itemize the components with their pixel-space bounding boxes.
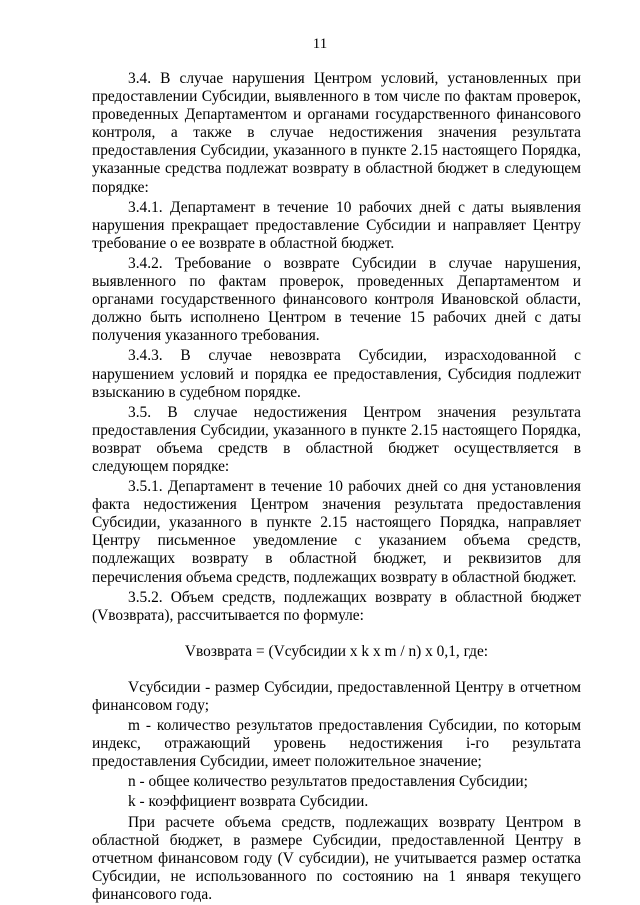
paragraph-3-5-2: 3.5.2. Объем средств, подлежащих возврату в областной бюджет (Vвозврата), рассчитывается по формуле: (92, 588, 581, 624)
paragraph-3-4-3: 3.4.3. В случае невозврата Субсидии, израсходованной с нарушением условий и порядка ее предоставления, Субсидия подлежит взысканию в судебном порядке. (92, 347, 581, 401)
paragraph-3-5: 3.5. В случае недостижения Центром значения результата предоставления Субсидии, указанного в пункте 2.15 настоящего Порядка, возврат объема средств в областной бюджет осуществляется в следующем порядке: (92, 403, 581, 475)
document-body (92, 70, 581, 904)
paragraph-3-4-1: 3.4.1. Департамент в течение 10 рабочих дней с даты выявления нарушения прекращает предоставление Субсидии и направляет Центру требование о ее возврате в областной бюджет. (92, 198, 581, 252)
definition-m: m - количество результатов предоставления Субсидии, по которым индекс, отражающий уровень недостижения i-го результата предоставления Субсидии, имеет положительное значение; (92, 717, 581, 771)
refund-formula: Vвозврата = (Vсубсидии x k x m / n) x 0,1, где: (184, 642, 489, 660)
paragraph-calculation-note: При расчете объема средств, подлежащих возврату Центром в областной бюджет, в размере Субсидии, предоставленной Центру в отчетном финансовом году (V субсидии), не учитывается размер остатка Субсидии, не использованного по состоянию на 1 января текущего финансового года. (92, 813, 581, 903)
page-number: 11 (312, 36, 328, 52)
definition-k: k - коэффициент возврата Субсидии. (128, 793, 369, 811)
paragraph-3-4-2: 3.4.2. Требование о возврате Субсидии в случае нарушения, выявленного по фактам проверок, проведенных Департаментом и органами государственного финансового контроля Ивановской области, должно быть исполнено Центром в течение 15 рабочих дней с даты получения указанного требования. (92, 254, 581, 345)
definition-v-subsidy: Vсубсидии - размер Субсидии, предоставленной Центру в отчетном финансовом году; (92, 678, 581, 714)
paragraph-3-5-1: 3.5.1. Департамент в течение 10 рабочих дней со дня установления факта недостижения Центром значения результата предоставления Субсидии, указанного в пункте 2.15 настоящего Порядка, направляет Центру письменное уведомление с указанием объема средств, подлежащих возврату в областной бюджет, и реквизитов для перечисления объема средств, подлежащих возврату в областной бюджет. (92, 478, 581, 586)
paragraph-3-4: 3.4. В случае нарушения Центром условий, установленных при предоставлении Субсидии, выявленного в том числе по фактам проверок, проведенных Департаментом и органами государственного финансового контроля, а также в случае недостижения значения результата предоставления Субсидии, указанного в пункте 2.15 настоящего Порядка, указанные средства подлежат возврату в областной бюджет в следующем порядке: (92, 70, 581, 196)
definition-n: n - общее количество результатов предоставления Субсидии; (128, 773, 528, 791)
